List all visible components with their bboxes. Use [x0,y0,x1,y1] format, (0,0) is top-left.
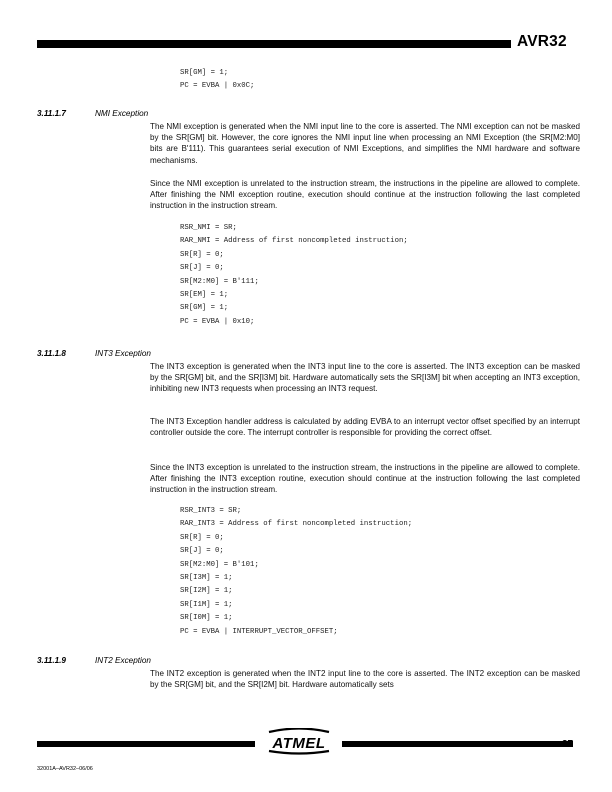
code-line: SR[I2M] = 1; [180,587,233,596]
atmel-logo [263,728,335,755]
nmi-code-block [180,222,408,329]
int2-paragraph-1: The INT2 exception is generated when the INT2 input line to the core is asserted. The INT2 exception can be masked by the SR[GM] bit, and the SR[I2M] bit. Hardware automatically sets [150,669,580,690]
code-line: SR[I3M] = 1; [180,574,233,583]
footer-rule-right [342,741,573,747]
code-line: SR[M2:M0] = B'111; [180,277,259,286]
section-title-int3: INT3 Exception [95,349,151,358]
code-line: RSR_NMI = SR; [180,224,237,232]
nmi-paragraph-1: The NMI exception is generated when the NMI input line to the core is asserted. The NMI exception can not be masked by the SR[GM] bit. However, the core ignores the NMI input line when processing an NMI Exception (the SR[M2:M0] bits are B'111). This guarantees serial execution of NMI Exceptions, and simplifies the NMI hardware and software mechanisms. [150,122,580,165]
footer-rule-left [37,741,255,747]
code-line: SR[M2:M0] = B'101; [180,560,259,569]
code-line: SR[EM] = 1; [180,291,229,300]
code-line: SR[J] = 0; [180,264,224,273]
document-id: 32001A–AVR32–06/06 [37,766,93,772]
intro-code-block [180,67,254,94]
svg-text:ATMEL: ATMEL [272,735,326,752]
page-number: 37 [562,739,574,750]
int3-paragraph-2: The INT3 Exception handler address is calculated by adding EVBA to an interrupt vector offset specified by an interrupt controller outside the core. The interrupt controller is responsible for providing the correct offset. [150,417,580,438]
code-line: SR[J] = 0; [180,547,224,556]
code-line: SR[I1M] = 1; [180,600,233,609]
code-line: PC = EVBA | INTERRUPT_VECTOR_OFFSET; [180,627,338,636]
section-title-int2: INT2 Exception [95,656,151,665]
section-title-nmi: NMI Exception [95,109,149,118]
section-number-int2: 3.11.1.9 [37,656,66,665]
int3-paragraph-3: Since the INT3 exception is unrelated to the instruction stream, the instructions in the pipeline are allowed to complete. After finishing the INT3 exception routine, execution should continue at the instruction following the last completed instruction in the instruction stream. [150,463,580,495]
code-line: SR[I0M] = 1; [180,614,233,623]
header-rule [37,40,511,48]
code-line: SR[GM] = 1; [180,69,229,77]
code-line: RAR_NMI = Address of first noncompleted instruction; [180,237,408,246]
section-number-nmi: 3.11.1.7 [37,109,66,118]
section-number-int3: 3.11.1.8 [37,349,66,358]
int3-paragraph-1: The INT3 exception is generated when the INT3 input line to the core is asserted. The INT3 exception can be masked by the SR[GM] bit, and the SR[I3M] bit. Hardware automatically sets the SR[I3M] bit when accepting an INT3 exception, inhibiting new INT3 requests when processing an INT3 request. [150,362,580,394]
code-line: PC = EVBA | 0x0C; [180,82,255,91]
code-line: RSR_INT3 = SR; [180,507,242,515]
code-line: PC = EVBA | 0x10; [180,317,255,326]
code-line: SR[GM] = 1; [180,304,229,313]
page-header-title: AVR32 [517,33,567,50]
int3-code-block [180,505,412,639]
code-line: SR[R] = 0; [180,533,224,542]
code-line: RAR_INT3 = Address of first noncompleted instruction; [180,520,413,529]
code-line: SR[R] = 0; [180,250,224,259]
nmi-paragraph-2: Since the NMI exception is unrelated to the instruction stream, the instructions in the pipeline are allowed to complete. After finishing the NMI exception routine, execution should continue at the instruction following the last completed instruction in the instruction stream. [150,179,580,211]
